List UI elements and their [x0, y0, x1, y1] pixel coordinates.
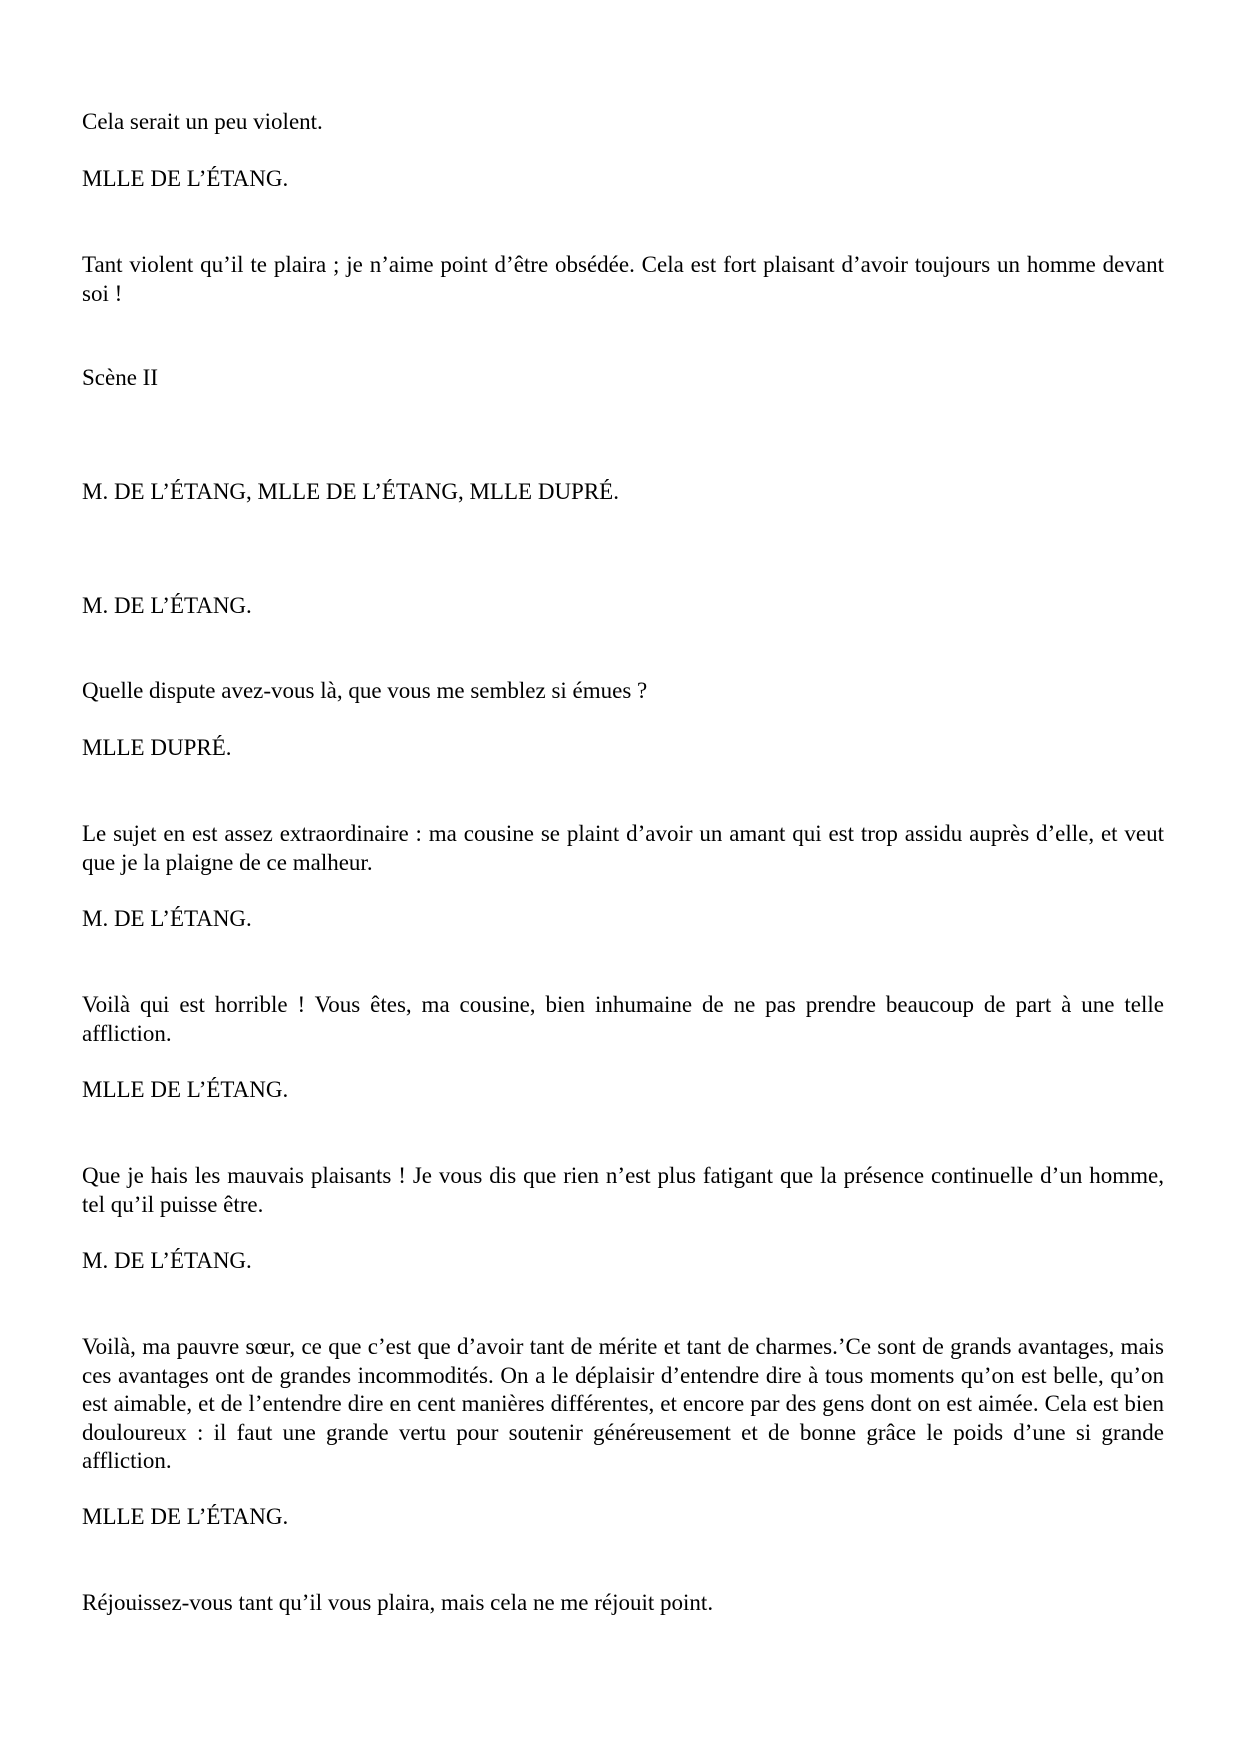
- dialogue-line: Quelle dispute avez-vous là, que vous me semblez si émues ?: [82, 678, 648, 703]
- dialogue-line: Cela serait un peu violent.: [82, 109, 323, 134]
- dialogue-line: Voilà, ma pauvre sœur, ce que c’est que d’avoir tant de mérite et tant de charmes.’Ce sont de grands avantages, mais ces avantages ont de grandes incommodités. On a le déplaisir d’entendre dire à tous moments qu’on est belle, qu’on est aimable, et de l’entendre dire en cent manières différentes, et encore par des gens dont on est aimée. Cela est bien douloureux : il faut une grande vertu pour soutenir généreusement et de bonne grâce le poids d’une si grande affliction.: [82, 1334, 1164, 1473]
- speaker-name: MLLE DE L’ÉTANG.: [82, 166, 289, 191]
- speaker-name: MLLE DE L’ÉTANG.: [82, 1077, 289, 1102]
- dialogue-line: Tant violent qu’il te plaira ; je n’aime point d’être obsédée. Cela est fort plaisant d’avoir toujours un homme devant soi !: [82, 252, 1164, 306]
- speaker-name: M. DE L’ÉTANG.: [82, 593, 252, 618]
- speaker-name: MLLE DUPRÉ.: [82, 735, 232, 760]
- speaker-name: M. DE L’ÉTANG.: [82, 906, 252, 931]
- speaker-name: M. DE L’ÉTANG.: [82, 1248, 252, 1273]
- cast-list: M. DE L’ÉTANG, MLLE DE L’ÉTANG, MLLE DUPRÉ.: [82, 479, 619, 504]
- dialogue-line: Que je hais les mauvais plaisants ! Je vous dis que rien n’est plus fatigant que la présence continuelle d’un homme, tel qu’il puisse être.: [82, 1163, 1164, 1217]
- scene-heading: Scène II: [82, 365, 158, 390]
- dialogue-line: Réjouissez-vous tant qu’il vous plaira, mais cela ne me réjouit point.: [82, 1590, 714, 1615]
- dialogue-line: Le sujet en est assez extraordinaire : ma cousine se plaint d’avoir un amant qui est trop assidu auprès d’elle, et veut que je la plaigne de ce malheur.: [82, 821, 1164, 875]
- speaker-name: MLLE DE L’ÉTANG.: [82, 1504, 289, 1529]
- dialogue-line: Voilà qui est horrible ! Vous êtes, ma cousine, bien inhumaine de ne pas prendre beaucoup de part à une telle affliction.: [82, 992, 1164, 1046]
